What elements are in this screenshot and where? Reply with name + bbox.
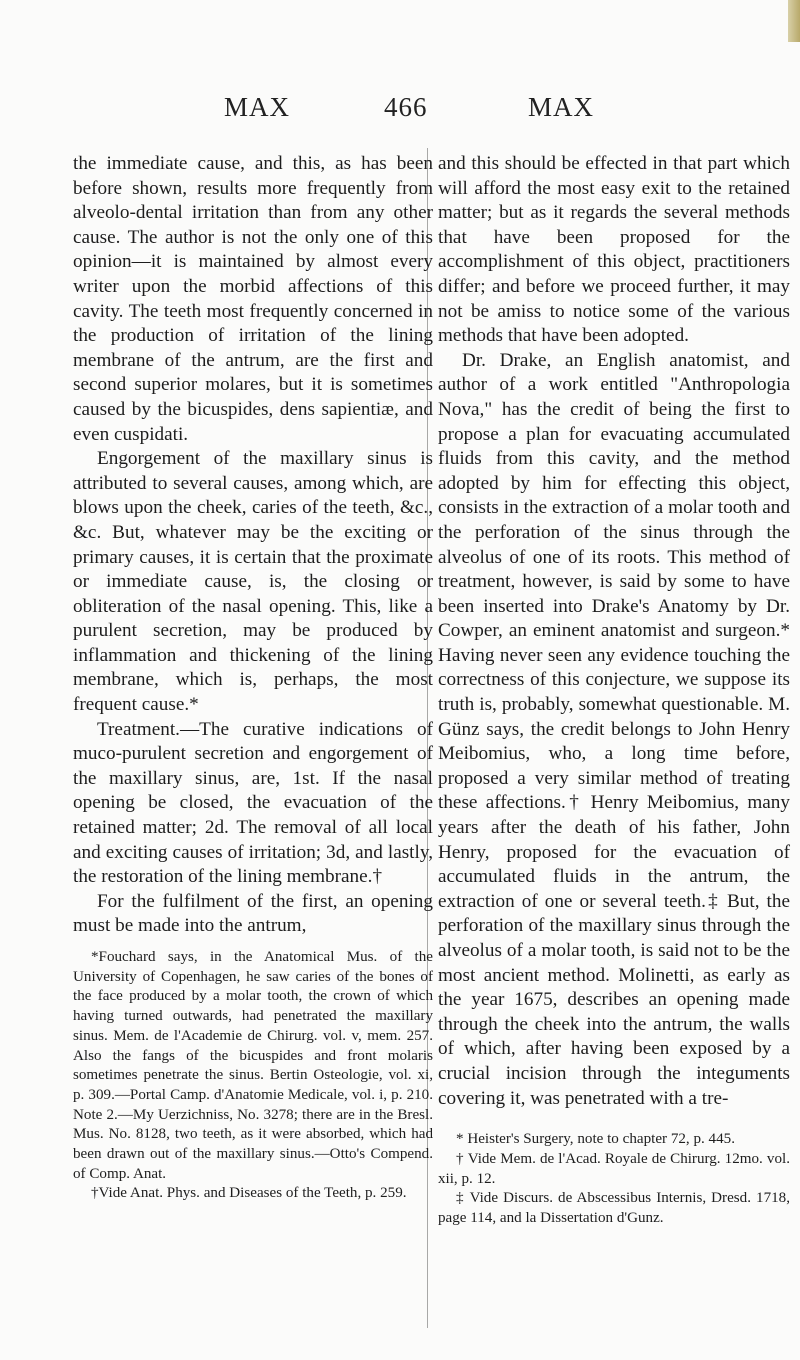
right-footnote-1: * Heister's Surgery, note to chapter 72, p. 445.	[456, 1131, 735, 1148]
left-paragraph-1: the immediate cause, and this, as has been before shown, results more frequently from alveolo-dental irritation than from any other cause. The author is not the only one of this opinion—it is maintained by almost every writer upon the morbid affections of this cavity. The teeth most frequently concerned in the production of irritation of the lining membrane of the antrum, are the first and second superior molares, but it is sometimes caused by the bicuspides, dens sapientiæ, and even cuspidati.	[73, 153, 433, 445]
right-body-text	[438, 152, 790, 1111]
right-footnote-3: ‡ Vide Discurs. de Abscessibus Internis, Dresd. 1718, page 114, and la Dissertation d'Gunz.	[438, 1190, 790, 1226]
footnote-spacing	[438, 1111, 790, 1121]
right-column	[438, 152, 790, 1229]
left-column	[73, 152, 433, 1204]
right-paragraph-1: and this should be effected in that part which will afford the most easy exit to the retained matter; but as it regards the several methods that have been proposed for the accomplishment of this object, practitioners differ; and before we proceed further, it may not be amiss to notice some of the various methods that have been adopted.	[438, 153, 790, 347]
left-body-text	[73, 152, 433, 939]
header-right-word: MAX	[528, 92, 595, 122]
left-paragraph-2: Engorgement of the maxillary sinus is attributed to several causes, among which, are blows upon the cheek, caries of the teeth, &c., &c. But, whatever may be the exciting or primary causes, it is certain that the proximate or immediate cause, is, the closing or obliteration of the nasal opening. This, like a purulent secretion, may be produced by inflammation and thickening of the lining membrane, which is, perhaps, the most frequent cause.*	[73, 448, 433, 716]
running-header	[0, 92, 800, 126]
header-left-word: MAX	[224, 92, 291, 122]
left-paragraph-3: Treatment.—The curative indications of muco-purulent secretion and engorgement of the maxillary sinus, are, 1st. If the nasal opening be closed, the evacuation of the retained matter; 2d. The removal of all local and exciting causes of irritation; 3d, and lastly, the restoration of the lining membrane.†	[73, 718, 433, 888]
right-paragraph-2: Dr. Drake, an English anatomist, and author of a work entitled "Anthropologia Nova," has the credit of being the first to propose a plan for evacuating accumulated fluids from this cavity, and the method adopted by him for effecting this object, consists in the extraction of a molar tooth and the perforation of the sinus through the alveolus of one of its roots. This method of treatment, however, is said by some to have been inserted into Drake's Anatomy by Dr. Cowper, an eminent anatomist and surgeon.* Having never seen any evidence touching the correctness of this conjecture, we suppose its truth is, probably, somewhat questionable. M. Günz says, the credit belongs to John Henry Meibomius, who, a long time before, proposed a very similar method of treating these affections.† Henry Meibomius, many years after the death of his father, John Henry, proposed for the evacuation of accumulated fluids in the antrum, the extraction of one or several teeth.‡ But, the perforation of the maxillary sinus through the alveolus of a molar tooth, is said not to be the most ancient method. Molinetti, as early as the year 1675, describes an opening made through the cheek into the antrum, the walls of which, after having been exposed by a crucial incision through the integuments covering it, was penetrated with a tre-	[438, 349, 790, 1109]
right-footnotes	[438, 1130, 790, 1229]
left-footnote-1: *Fouchard says, in the Anatomical Mus. of the University of Copenhagen, he saw caries of the bones of the face produced by a molar tooth, the crown of which having turned outwards, had penetrated the maxillary sinus. Mem. de l'Academie de Chirurg. vol. v, mem. 257. Also the fangs of the bicuspides and front molaris sometimes penetrate the sinus. Bertin Osteologie, vol. xi, p. 309.—Portal Camp. d'Anatomie Medicale, vol. i, p. 210. Note 2.—My Uerzichniss, No. 3278; there are in the Bresl. Mus. No. 8128, two teeth, as it were absorbed, which had been drawn out of the maxillary sinus.—Otto's Compend. of Comp. Anat.	[73, 949, 433, 1182]
page-edge-mark	[788, 0, 800, 42]
page-number: 466	[384, 92, 428, 122]
right-footnote-2: † Vide Mem. de l'Acad. Royale de Chirurg. 12mo. vol. xii, p. 12.	[438, 1150, 790, 1187]
left-paragraph-4: For the fulfilment of the first, an opening must be made into the antrum,	[73, 890, 433, 937]
left-footnote-2: †Vide Anat. Phys. and Diseases of the Teeth, p. 259.	[91, 1185, 407, 1202]
left-footnotes	[73, 948, 433, 1204]
